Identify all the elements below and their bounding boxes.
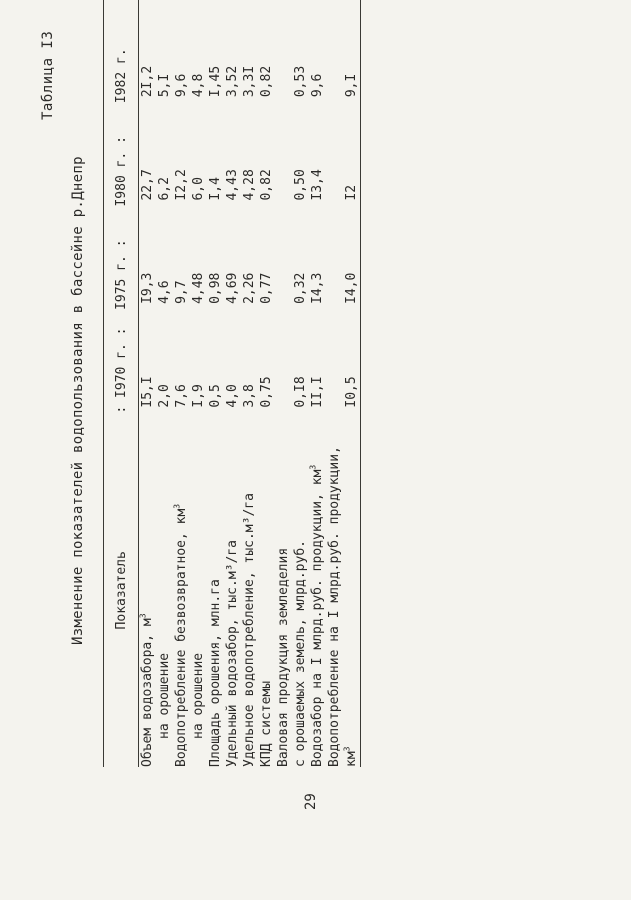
value-cell: I2,2 xyxy=(174,169,189,201)
unit-superscript: 3 xyxy=(308,464,318,470)
value-cell: 9,I xyxy=(344,73,359,98)
table-row xyxy=(139,0,157,767)
value-cell: I4,0 xyxy=(344,272,359,304)
value-cell: 0,75 xyxy=(259,376,274,408)
table-body xyxy=(139,0,361,767)
table-row xyxy=(224,0,241,767)
unit-superscript: 3 xyxy=(138,613,148,619)
value-cell: 4,43 xyxy=(225,169,240,201)
table-row xyxy=(343,0,361,767)
header-indicator: Показатель xyxy=(113,551,129,630)
row-label-text: км xyxy=(344,751,359,767)
value-cell: 0,82 xyxy=(259,169,274,201)
row-label-text: Водозабор на I млрд.руб. продукции, км xyxy=(310,469,325,767)
header-year-1970: : I970 г. : xyxy=(113,327,129,414)
value-cell: 7,6 xyxy=(174,384,189,408)
value-cell: I3,4 xyxy=(310,169,325,201)
value-cell: 4,8 xyxy=(191,73,206,98)
row-label-text: на орошение xyxy=(191,652,206,739)
row-label xyxy=(156,414,173,767)
row-label xyxy=(275,414,292,767)
row-label-text: с орошаемых земель, млрд.руб. xyxy=(293,540,308,767)
table-row xyxy=(207,0,224,767)
row-label-text: КПД системы xyxy=(259,680,274,767)
row-label xyxy=(309,414,326,767)
row-label xyxy=(139,414,157,767)
value-cell xyxy=(275,0,292,103)
value-cell: 9,6 xyxy=(174,73,189,98)
row-label-text: Удельное водопотребление, тыс.м³/га xyxy=(242,493,257,767)
value-cell xyxy=(326,207,343,310)
unit-superscript: 3 xyxy=(342,746,352,752)
row-label-text: Водопотребление на I млрд.руб. продукции, xyxy=(327,446,342,767)
value-cell xyxy=(275,310,292,414)
table-row xyxy=(258,0,275,767)
value-cell: II,I xyxy=(310,376,325,408)
row-label xyxy=(173,414,190,767)
table-row xyxy=(190,0,207,767)
value-cell: 4,0 xyxy=(225,384,240,408)
value-cell: I9,3 xyxy=(140,272,155,304)
row-label xyxy=(292,414,309,767)
value-cell: 5,I xyxy=(157,73,172,98)
value-cell: I,9 xyxy=(191,384,206,408)
value-cell: I4,3 xyxy=(310,272,325,304)
row-label xyxy=(326,414,343,767)
value-cell: I0,5 xyxy=(344,376,359,408)
value-cell: 6,2 xyxy=(157,177,172,201)
value-cell: 6,0 xyxy=(191,177,206,201)
row-label xyxy=(190,414,207,767)
table-caption: Изменение показателей водопользования в бассейне р.Днепр xyxy=(70,156,86,645)
table-row xyxy=(241,0,258,767)
table-row xyxy=(275,0,292,767)
value-cell: 3,3I xyxy=(242,65,257,98)
header-year-1975: I975 г. : xyxy=(113,239,129,310)
value-cell: 4,48 xyxy=(191,272,206,304)
table-row xyxy=(292,0,309,767)
water-use-table xyxy=(103,0,361,767)
row-label-text: Площадь орошения, млн.га xyxy=(208,579,223,767)
table-row xyxy=(309,0,326,767)
value-cell: 3,8 xyxy=(242,384,257,408)
table-row xyxy=(173,0,190,767)
value-cell xyxy=(275,207,292,310)
table-row xyxy=(326,0,343,767)
value-cell: I2 xyxy=(344,184,359,201)
value-cell xyxy=(326,103,343,206)
row-label xyxy=(343,414,361,767)
row-label-text: Удельный водозабор, тыс.м³/га xyxy=(225,540,240,767)
value-cell: I,45 xyxy=(208,65,223,98)
value-cell: 4,28 xyxy=(242,169,257,201)
value-cell: 4,69 xyxy=(225,272,240,304)
value-cell: 0,77 xyxy=(259,272,274,304)
table-header-row xyxy=(104,0,139,767)
row-label xyxy=(224,414,241,767)
value-cell: 4,6 xyxy=(157,280,172,304)
row-label-text: Объем водозабора, м xyxy=(140,618,155,767)
value-cell xyxy=(326,310,343,414)
value-cell: 9,6 xyxy=(310,73,325,98)
header-year-1980: I980 г. : xyxy=(113,136,129,207)
value-cell: 0,50 xyxy=(293,169,308,201)
table-number: Таблица I3 xyxy=(40,30,56,120)
value-cell: 0,5 xyxy=(208,384,223,408)
table-row xyxy=(156,0,173,767)
value-cell: 2I,2 xyxy=(140,65,155,98)
value-cell: 0,53 xyxy=(293,65,308,98)
header-year-1982: I982 г. xyxy=(113,48,129,104)
row-label xyxy=(241,414,258,767)
value-cell: I5,I xyxy=(140,376,155,408)
value-cell xyxy=(275,103,292,206)
page-number: 29 xyxy=(303,793,319,810)
value-cell: 0,32 xyxy=(293,272,308,304)
value-cell: 0,I8 xyxy=(293,376,308,408)
row-label-text: Водопотребление безвозвратное, км xyxy=(174,508,189,767)
row-label xyxy=(207,414,224,767)
value-cell: 9,7 xyxy=(174,280,189,304)
value-cell: I,4 xyxy=(208,177,223,201)
value-cell: 2,0 xyxy=(157,384,172,408)
value-cell xyxy=(326,0,343,103)
row-label-text: на орошение xyxy=(157,652,172,739)
value-cell: 3,52 xyxy=(225,65,240,98)
unit-superscript: 3 xyxy=(172,503,182,509)
value-cell: 22,7 xyxy=(140,169,155,201)
value-cell: 0,98 xyxy=(208,272,223,304)
row-label-text: Валовая продукция земледелия xyxy=(276,547,291,767)
row-label xyxy=(258,414,275,767)
value-cell: 0,82 xyxy=(259,65,274,98)
value-cell: 2,26 xyxy=(242,272,257,304)
